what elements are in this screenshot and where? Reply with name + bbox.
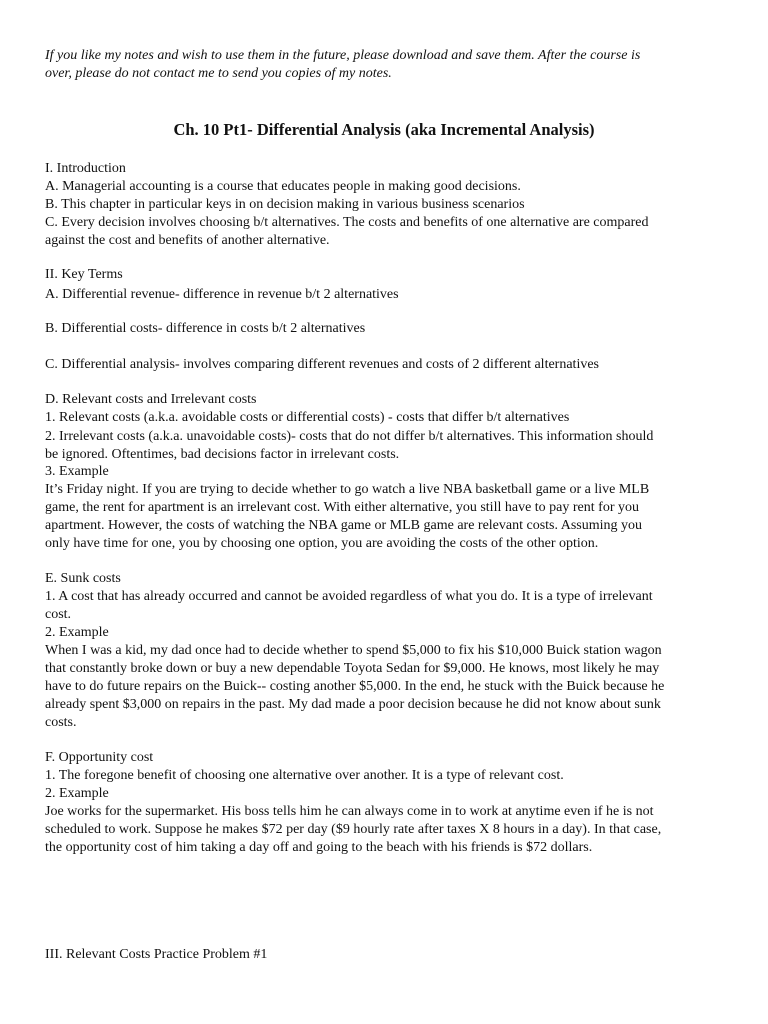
text-line: game, the rent for apartment is an irrelevant cost. With either alternative, you still have to pay rent for you: [45, 500, 639, 515]
text-line: 1. Relevant costs (a.k.a. avoidable costs or differential costs) - costs that differ b/t alternatives: [45, 410, 570, 425]
text-line: B. Differential costs- difference in costs b/t 2 alternatives: [45, 321, 366, 336]
text-line: the opportunity cost of him taking a day off and going to the beach with his friends is $72 dollars.: [45, 840, 593, 855]
notice-line-1: If you like my notes and wish to use them in the future, please download and save them. After the course is: [45, 48, 641, 63]
text-line: already spent $3,000 on repairs in the past. My dad made a poor decision because he did not know about sunk: [45, 697, 661, 712]
text-line: costs.: [45, 715, 77, 730]
text-line: 3. Example: [45, 464, 109, 479]
text-line: It’s Friday night. If you are trying to decide whether to go watch a live NBA basketball game or a live MLB: [45, 482, 650, 497]
text-line: only have time for one, you by choosing one option, you are avoiding the costs of the other option.: [45, 536, 599, 551]
subsection-heading: E. Sunk costs: [45, 571, 121, 586]
text-line: C. Differential analysis- involves comparing different revenues and costs of 2 different alternatives: [45, 357, 599, 372]
text-line: 1. A cost that has already occurred and cannot be avoided regardless of what you do. It is a type of irrelevant: [45, 589, 653, 604]
subsection-heading: F. Opportunity cost: [45, 750, 154, 765]
text-line: 1. The foregone benefit of choosing one alternative over another. It is a type of relevant cost.: [45, 768, 564, 783]
text-line: be ignored. Oftentimes, bad decisions factor in irrelevant costs.: [45, 447, 400, 462]
text-line: apartment. However, the costs of watching the NBA game or MLB game are relevant costs. Assuming you: [45, 518, 643, 533]
text-line: cost.: [45, 607, 72, 622]
page-title: Ch. 10 Pt1- Differential Analysis (aka Incremental Analysis): [173, 120, 595, 139]
text-line: that constantly broke down or buy a new dependable Toyota Sedan for $9,000. He knows, most likely he may: [45, 661, 660, 676]
text-line: scheduled to work. Suppose he makes $72 per day ($9 hourly rate after taxes X 8 hours in a day). In that case,: [45, 822, 662, 837]
text-line: 2. Irrelevant costs (a.k.a. unavoidable costs)- costs that do not differ b/t alternatives. This information should: [45, 429, 654, 444]
section-heading: I. Introduction: [45, 161, 126, 176]
text-line: 2. Example: [45, 786, 109, 801]
text-line: A. Differential revenue- difference in revenue b/t 2 alternatives: [45, 287, 399, 302]
section-heading: II. Key Terms: [45, 267, 123, 282]
subsection-heading: D. Relevant costs and Irrelevant costs: [45, 392, 257, 407]
section-heading: III. Relevant Costs Practice Problem #1: [45, 947, 268, 962]
text-line: have to do future repairs on the Buick-- costing another $5,000. In the end, he stuck with the Buick because he: [45, 679, 665, 694]
text-line: Joe works for the supermarket. His boss tells him he can always come in to work at anytime even if he is not: [45, 804, 654, 819]
text-line: A. Managerial accounting is a course that educates people in making good decisions.: [45, 179, 521, 194]
text-line: against the cost and benefits of another alternative.: [45, 233, 330, 248]
notice-line-2: over, please do not contact me to send you copies of my notes.: [45, 66, 392, 81]
text-line: When I was a kid, my dad once had to decide whether to spend $5,000 to fix his $10,000 Buick station wagon: [45, 643, 662, 658]
text-line: B. This chapter in particular keys in on decision making in various business scenarios: [45, 197, 525, 212]
text-line: 2. Example: [45, 625, 109, 640]
text-line: C. Every decision involves choosing b/t alternatives. The costs and benefits of one alternative are compared: [45, 215, 649, 230]
